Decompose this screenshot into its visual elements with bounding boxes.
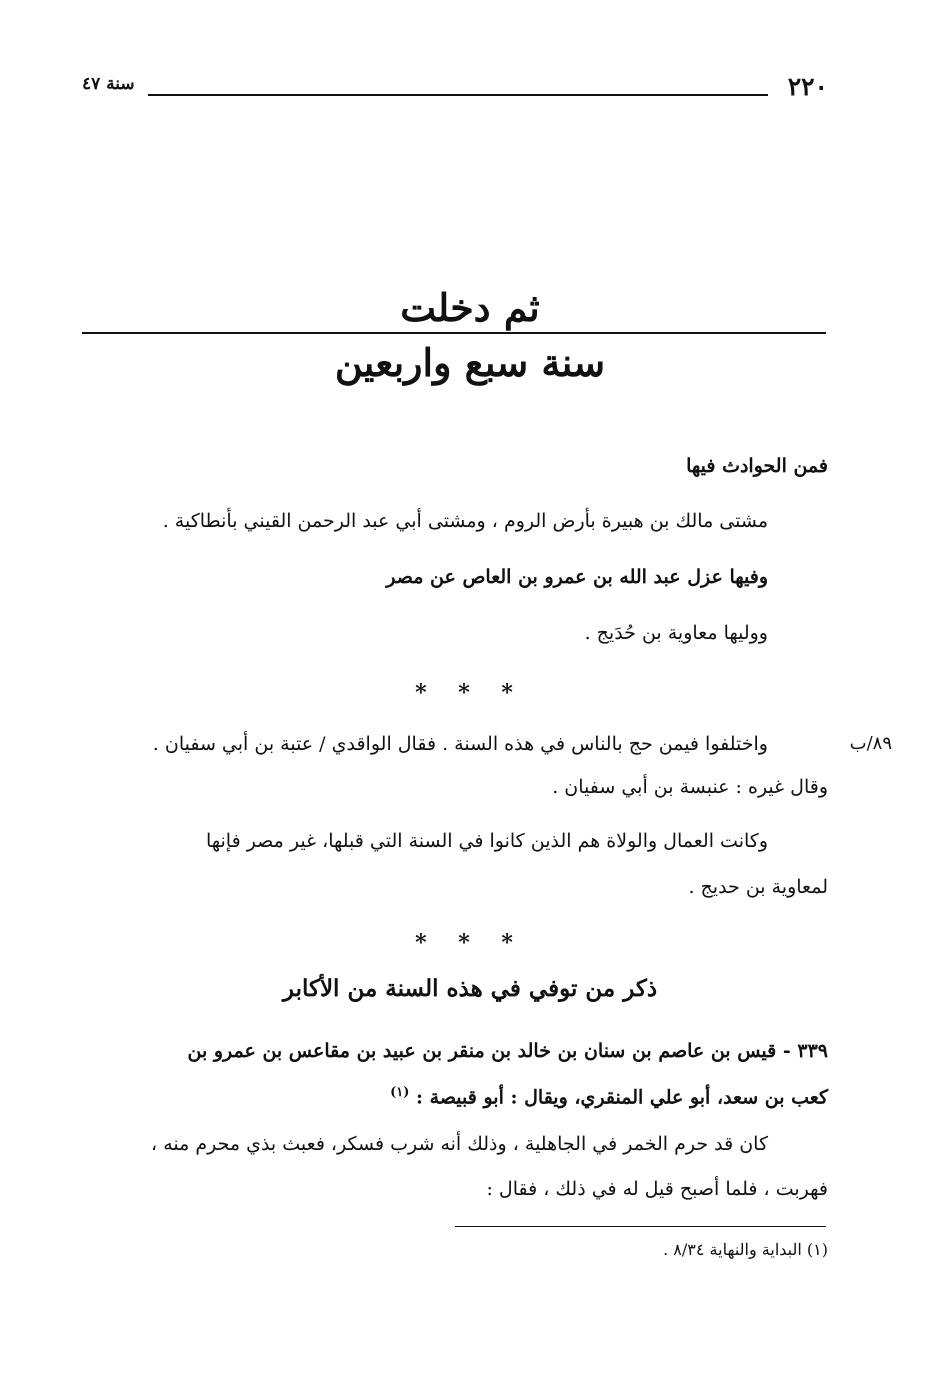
events-paragraph-1: مشتى مالك بن هبيرة بأرض الروم ، ومشتى أبي عبد الرحمن القيني بأنطاكية . [162,510,768,532]
footnote-rule [455,1226,826,1227]
pilgrimage-line-4: لمعاوية بن حديج . [688,876,828,898]
events-paragraph-2: وفيها عزل عبد الله بن عمرو بن العاص عن مصر [386,566,768,588]
deaths-heading: ذكر من توفي في هذه السنة من الأكابر [282,975,658,1002]
pilgrimage-line-3: وكانت العمال والولاة هم الذين كانوا في السنة التي قبلها، غير مصر فإنها [205,830,768,852]
section-separator: * * * [415,680,525,706]
biography-entry-name: كعب بن سعد، أبو علي المنقري، ويقال : أبو قبيصة : [416,1086,828,1109]
header-rule [148,94,768,96]
pilgrimage-line-2: وقال غيره : عنبسة بن أبي سفيان . [552,776,828,798]
footnote-marker: (١) [390,1085,410,1100]
chapter-title-line2: سنة سبع واربعين [334,340,606,385]
footnote: (١) البداية والنهاية ٨/٣٤ . [663,1240,828,1259]
title-rule [82,332,826,334]
section-separator: * * * [415,930,525,956]
manuscript-folio-ref: ٨٩/ب [849,733,892,754]
events-heading: فمن الحوادث فيها [686,455,828,477]
page-number: ٢٢٠ [787,72,828,101]
biography-body-line-2: فهربت ، فلما أصبح قيل له في ذلك ، فقال : [486,1178,828,1200]
biography-entry-line-1: ٣٣٩ - قيس بن عاصم بن سنان بن خالد بن منقر بن عبيد بن مقاعس بن عمرو بن [187,1040,828,1062]
biography-body-line-1: كان قد حرم الخمر في الجاهلية ، وذلك أنه شرب فسكر، فعبث بذي محرم منه ، [151,1133,768,1155]
biography-entry-line-2 [390,1085,828,1108]
running-title: سنة ٤٧ [82,74,135,94]
chapter-title-line1: ثم دخلت [400,285,540,330]
pilgrimage-line-1: واختلفوا فيمن حج بالناس في هذه السنة . فقال الواقدي / عتبة بن أبي سفيان . [152,733,768,755]
events-paragraph-3: ووليها معاوية بن حُدَيج . [584,622,768,644]
